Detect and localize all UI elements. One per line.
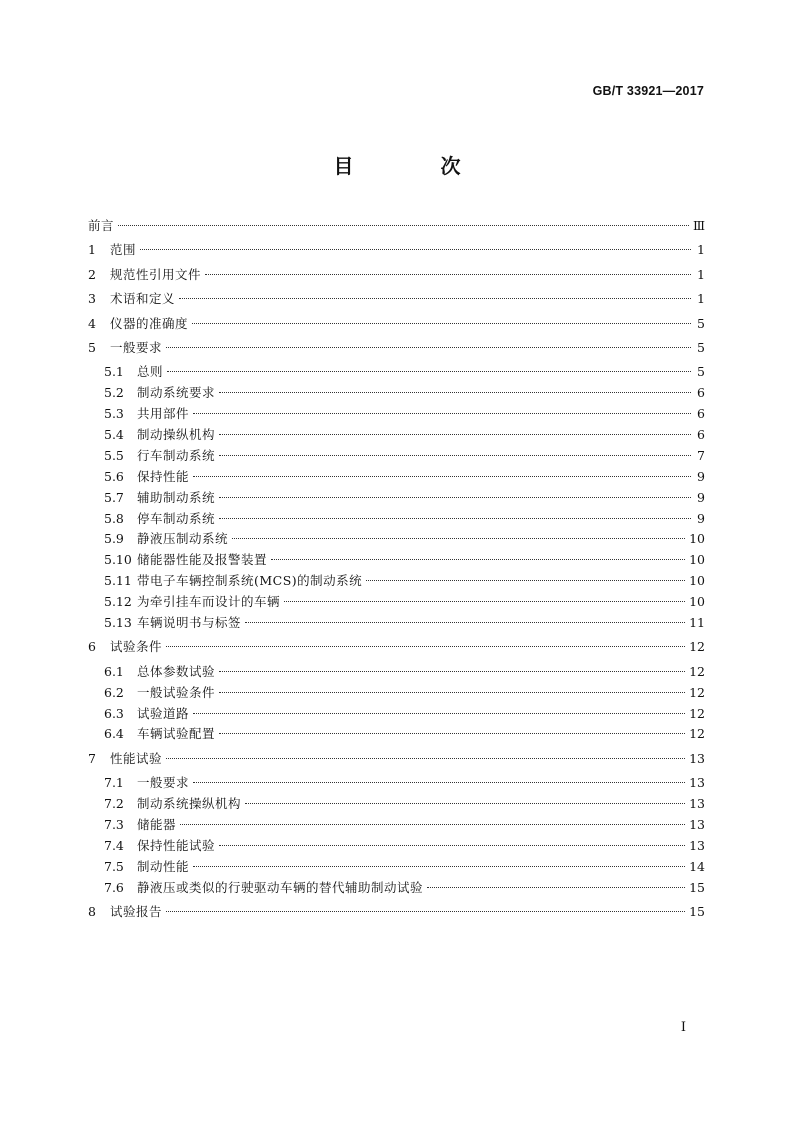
toc-entry-page: 12 [689, 639, 705, 655]
toc-entry-number: 8 [88, 904, 96, 920]
toc-entry-page: 1 [697, 266, 705, 282]
page-number: I [680, 1020, 686, 1035]
toc-entry-label: 停车制动系统 [137, 510, 216, 526]
toc-entry-number: 3 [88, 291, 96, 307]
toc-entry-page: 10 [689, 552, 705, 568]
toc-entry-label: 保持性能试验 [137, 837, 216, 853]
toc-entry-number: 5.5 [104, 447, 124, 463]
toc-entry-page: 12 [689, 663, 705, 679]
toc-entry[interactable] [88, 529, 705, 550]
toc-entry-page: 5 [697, 315, 705, 331]
dot-leader [219, 433, 691, 435]
toc-entry-label: 范围 [110, 242, 137, 258]
toc-entry-label: 车辆说明书与标签 [137, 615, 242, 631]
toc-entry-label: 保持性能 [137, 468, 190, 484]
toc-entry-page: 11 [689, 615, 705, 631]
toc-entry-page: 10 [689, 531, 705, 547]
toc-entry-label: 行车制动系统 [137, 447, 216, 463]
toc-entry-label: 性能试验 [110, 750, 163, 766]
dot-leader [193, 475, 691, 477]
dot-leader [166, 757, 685, 759]
toc-entry[interactable] [88, 446, 705, 467]
toc-entry[interactable] [88, 637, 705, 658]
toc-entry-number: 6 [88, 639, 96, 655]
dot-leader [271, 558, 685, 560]
dot-leader [166, 910, 685, 912]
toc-entry-number: 7.6 [104, 879, 124, 895]
dot-leader [180, 823, 685, 825]
toc-entry-page: 6 [697, 427, 705, 443]
dot-leader [219, 517, 691, 519]
toc-entry-number: 5.2 [104, 385, 124, 401]
toc-entry-label: 一般要求 [110, 339, 163, 355]
toc-entry-page: 6 [697, 385, 705, 401]
dot-leader [219, 454, 691, 456]
toc-entry-label: 为牵引挂车而设计的车辆 [137, 594, 281, 610]
dot-leader [219, 391, 691, 393]
toc-entry-number: 5.11 [104, 573, 132, 589]
toc-entry[interactable] [88, 216, 705, 237]
toc-entry-label: 制动系统要求 [137, 385, 216, 401]
toc-entry-number: 5.10 [104, 552, 132, 568]
toc-entry[interactable] [88, 683, 705, 704]
dot-leader [205, 273, 691, 275]
dot-leader [166, 346, 691, 348]
toc-entry-page: 1 [697, 291, 705, 307]
dot-leader [427, 886, 685, 888]
dot-leader [284, 600, 685, 602]
toc-entry[interactable] [88, 704, 705, 725]
toc-entry[interactable] [88, 836, 705, 857]
toc-entry[interactable] [88, 314, 705, 335]
toc-entry-page: 14 [689, 858, 705, 874]
toc-entry-page: 13 [689, 817, 705, 833]
toc-entry-label: 储能器性能及报警装置 [137, 552, 268, 568]
dot-leader [118, 224, 689, 226]
toc-entry-page: 13 [689, 775, 705, 791]
toc-entry-label: 试验条件 [110, 639, 163, 655]
toc-entry-number: 7.3 [104, 817, 124, 833]
toc-entry[interactable] [88, 338, 705, 359]
toc-entry-page: 5 [697, 364, 705, 380]
toc-entry-page: 12 [689, 684, 705, 700]
toc-entry-label: 储能器 [137, 817, 177, 833]
toc-entry[interactable] [88, 509, 705, 530]
toc-entry-label: 静液压制动系统 [137, 531, 229, 547]
toc-entry-number: 2 [88, 266, 96, 282]
toc-entry-label: 一般要求 [137, 775, 190, 791]
toc-entry[interactable] [88, 902, 705, 923]
toc-entry-label: 试验报告 [110, 904, 163, 920]
dot-leader [193, 412, 691, 414]
toc-entry-label: 制动操纵机构 [137, 427, 216, 443]
toc-entry[interactable] [88, 662, 705, 683]
dot-leader [192, 322, 691, 324]
toc-entry[interactable] [88, 878, 705, 899]
toc-entry[interactable] [88, 724, 705, 745]
dot-leader [219, 732, 685, 734]
toc-entry[interactable] [88, 425, 705, 446]
toc-entry-label: 静液压或类似的行驶驱动车辆的替代辅助制动试验 [137, 879, 424, 895]
toc-entry-label: 前言 [88, 218, 115, 233]
toc-entry-number: 6.2 [104, 684, 124, 700]
toc-entry-page: 10 [689, 594, 705, 610]
dot-leader [179, 297, 691, 299]
toc-entry-number: 7.2 [104, 796, 124, 812]
toc-entry-page: 13 [689, 750, 705, 766]
toc-entry-number: 6.3 [104, 705, 124, 721]
toc-entry-page: 6 [697, 406, 705, 422]
toc-entry-label: 总则 [137, 364, 164, 380]
dot-leader [193, 865, 685, 867]
toc-entry-number: 7.1 [104, 775, 124, 791]
toc-entry-label: 仪器的准确度 [110, 315, 189, 331]
standard-number: GB/T 33921—2017 [592, 84, 704, 98]
toc-entry-label: 一般试验条件 [137, 684, 216, 700]
toc-entry-number: 5.4 [104, 427, 124, 443]
toc-entry-number: 5.9 [104, 531, 124, 547]
dot-leader [219, 691, 685, 693]
toc-entry[interactable] [88, 362, 705, 383]
toc-entry[interactable] [88, 749, 705, 770]
dot-leader [140, 248, 691, 250]
toc-entry-label: 规范性引用文件 [110, 266, 202, 282]
dot-leader [232, 537, 685, 539]
toc-entry[interactable] [88, 550, 705, 571]
dot-leader [167, 370, 691, 372]
toc-entry-label: 共用部件 [137, 406, 190, 422]
dot-leader [245, 802, 685, 804]
toc-entry-number: 5.7 [104, 489, 124, 505]
toc-entry-number: 5.6 [104, 468, 124, 484]
toc-entry-label: 试验道路 [137, 705, 190, 721]
toc-entry-label: 总体参数试验 [137, 663, 216, 679]
toc-entry-page: 15 [689, 879, 705, 895]
toc-entry-label: 制动系统操纵机构 [137, 796, 242, 812]
toc-entry-number: 5.1 [104, 364, 124, 380]
toc-entry-page: 9 [697, 468, 705, 484]
toc-entry-page: 13 [689, 796, 705, 812]
toc-entry-page: 5 [697, 339, 705, 355]
toc-entry-number: 7 [88, 750, 96, 766]
toc-entry-number: 4 [88, 315, 96, 331]
toc-entry-page: Ⅲ [692, 218, 705, 233]
toc-entry[interactable] [88, 467, 705, 488]
toc-entry[interactable] [88, 383, 705, 404]
toc-entry-number: 5.12 [104, 594, 132, 610]
toc-entry-page: 15 [689, 904, 705, 920]
toc-entry[interactable] [88, 613, 705, 634]
toc-entry-page: 10 [689, 573, 705, 589]
toc-entry-page: 1 [697, 242, 705, 258]
toc-entry[interactable] [88, 571, 705, 592]
dot-leader [166, 645, 685, 647]
toc-entry-label: 车辆试验配置 [137, 726, 216, 742]
dot-leader [219, 670, 685, 672]
toc-entry-number: 5 [88, 339, 96, 355]
toc-entry-page: 9 [697, 510, 705, 526]
toc-entry-page: 12 [689, 705, 705, 721]
toc-entry-number: 7.4 [104, 837, 124, 853]
toc-entry-label: 辅助制动系统 [137, 489, 216, 505]
toc-entry-label: 制动性能 [137, 858, 190, 874]
toc-entry-number: 5.3 [104, 406, 124, 422]
toc-entry[interactable] [88, 815, 705, 836]
dot-leader [219, 496, 691, 498]
toc-entry-number: 6.1 [104, 663, 124, 679]
toc-entry-page: 13 [689, 837, 705, 853]
toc-entry[interactable] [88, 857, 705, 878]
toc-entry-number: 7.5 [104, 858, 124, 874]
table-of-contents [88, 216, 705, 927]
toc-entry-number: 6.4 [104, 726, 124, 742]
toc-entry[interactable] [88, 240, 705, 261]
dot-leader [219, 844, 685, 846]
toc-entry[interactable] [88, 404, 705, 425]
toc-entry-number: 1 [88, 242, 96, 258]
toc-entry[interactable] [88, 488, 705, 509]
dot-leader [366, 579, 685, 581]
toc-entry[interactable] [88, 794, 705, 815]
toc-entry[interactable] [88, 289, 705, 310]
dot-leader [193, 712, 685, 714]
toc-entry[interactable] [88, 592, 705, 613]
toc-entry-label: 术语和定义 [110, 291, 176, 307]
toc-entry[interactable] [88, 773, 705, 794]
toc-entry-number: 5.8 [104, 510, 124, 526]
toc-entry-page: 9 [697, 489, 705, 505]
toc-entry-page: 7 [697, 447, 705, 463]
toc-entry-page: 12 [689, 726, 705, 742]
toc-entry[interactable] [88, 265, 705, 286]
dot-leader [245, 621, 685, 623]
toc-entry-number: 5.13 [104, 615, 132, 631]
page-title: 目 次 [333, 154, 501, 178]
toc-entry-label: 带电子车辆控制系统(MCS)的制动系统 [137, 573, 363, 589]
dot-leader [193, 781, 685, 783]
